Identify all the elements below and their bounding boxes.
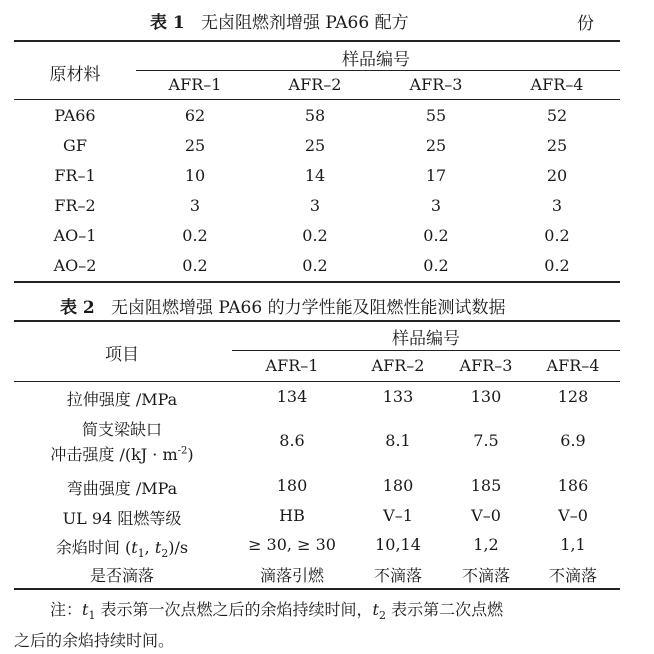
- table2-row-label: UL 94 阻燃等级: [62, 509, 182, 528]
- t-symbol: t: [131, 538, 138, 557]
- table1-cell: 3: [189, 196, 201, 215]
- table2-cell: 10,14: [375, 535, 421, 554]
- table1-cell: 0.2: [544, 256, 570, 275]
- table2-cell: 186: [557, 476, 589, 495]
- table2-group-rule: [232, 350, 620, 351]
- table1-caption-number: 表 1: [150, 13, 185, 33]
- table1-cell: 0.2: [182, 226, 208, 245]
- table1-cell: 25: [546, 136, 568, 155]
- table1-unit: 份: [577, 14, 594, 34]
- table2-cell: 不滴落: [461, 566, 511, 585]
- t-symbol: t: [82, 600, 89, 619]
- table1-cell: 62: [184, 106, 206, 125]
- table2-cell: 133: [382, 387, 414, 406]
- table2-col-header: AFR–1: [265, 356, 319, 375]
- table2-col-header: AFR–2: [371, 356, 425, 375]
- table2-cell: V–0: [558, 506, 588, 525]
- subscript: 1: [137, 547, 145, 561]
- label-close-paren: ): [187, 445, 194, 464]
- note-text: 表示第一次点燃之后的余焰持续时间，: [95, 600, 373, 619]
- table1-group-rule: [136, 70, 620, 71]
- table1-cell: 0.2: [544, 226, 570, 245]
- table2-cell: 1,1: [560, 535, 586, 554]
- table1-cell: 0.2: [423, 226, 449, 245]
- table2-cell: 不滴落: [548, 566, 598, 585]
- table2-caption: [60, 293, 506, 318]
- table2-row-label: 拉伸强度 /MPa: [66, 390, 178, 409]
- table2-cell: ≥ 30, ≥ 30: [248, 535, 336, 554]
- comma: ,: [144, 538, 155, 557]
- table2-cell: 7.5: [473, 431, 499, 450]
- table2-cell: 185: [470, 476, 502, 495]
- table2-cell: V–0: [471, 506, 501, 525]
- table2-cell: 180: [382, 476, 414, 495]
- table1-cell: 25: [184, 136, 206, 155]
- table1-cell: 17: [425, 166, 447, 185]
- table2-cell: 8.1: [385, 431, 411, 450]
- table1-cell: 25: [425, 136, 447, 155]
- t-symbol: t: [154, 538, 162, 557]
- table1-row-label: FR–2: [54, 196, 96, 215]
- table1-cell: 52: [546, 106, 568, 125]
- table1-row-label: GF: [63, 136, 87, 155]
- table2-cell: 1,2: [473, 535, 499, 554]
- table1-col-header: AFR–3: [409, 75, 463, 94]
- table2-cell: 8.6: [279, 431, 305, 450]
- table2-cell: 滴落引燃: [259, 566, 325, 585]
- table2-cell: 128: [557, 387, 589, 406]
- table2-row-label-line2: [50, 442, 193, 465]
- table1-cell: 25: [304, 136, 326, 155]
- note-text: 表示第二次点燃: [385, 600, 504, 619]
- table2-row-label-line1: 简支梁缺口: [81, 420, 163, 439]
- label-text: )/s: [168, 538, 189, 557]
- table1-col-header: AFR–1: [168, 75, 222, 94]
- table1-cell: 10: [184, 166, 206, 185]
- table2-caption-number: 表 2: [60, 298, 95, 318]
- table2-cell: 130: [470, 387, 502, 406]
- table2-cell: HB: [279, 506, 305, 525]
- table1-row-label: FR–1: [54, 166, 96, 185]
- table2-cell: 不滴落: [373, 566, 423, 585]
- table1-row-label: PA66: [54, 106, 96, 125]
- table1-bottom-rule: [14, 281, 620, 283]
- table2-row-header: 项目: [105, 345, 139, 365]
- table1-top-rule: [14, 40, 620, 42]
- table1-col-header: AFR–4: [530, 75, 584, 94]
- table1-cell: 20: [546, 166, 568, 185]
- footnote-line2: 之后的余焰持续时间。: [14, 631, 175, 650]
- table1-cell: 3: [309, 196, 321, 215]
- table2-row-label: 是否滴落: [89, 566, 155, 585]
- table2-col-header: AFR–4: [546, 356, 600, 375]
- table2-row-label: 弯曲强度 /MPa: [66, 479, 178, 498]
- table1-cell: 55: [425, 106, 447, 125]
- table2-group-header: 样品编号: [392, 329, 460, 349]
- table1-cell: 3: [551, 196, 563, 215]
- table1-group-header: 样品编号: [342, 50, 410, 70]
- table2-row-label: [56, 535, 188, 560]
- t-symbol: t: [372, 600, 379, 619]
- table1-cell: 3: [430, 196, 442, 215]
- table1-col-header: AFR–2: [288, 75, 342, 94]
- note-prefix: 注：: [50, 600, 83, 619]
- table2-cell: V–1: [383, 506, 413, 525]
- subscript: 1: [88, 609, 96, 623]
- table1-cell: 0.2: [302, 226, 328, 245]
- table2-bottom-rule: [14, 588, 620, 590]
- table1-cell: 0.2: [182, 256, 208, 275]
- table2-header-rule: [14, 381, 620, 382]
- subscript: 2: [161, 547, 169, 561]
- label-text: 余焰时间 (: [55, 538, 132, 557]
- table2-cell: 180: [276, 476, 308, 495]
- table1-header-rule: [14, 99, 620, 100]
- table1-caption: [150, 8, 409, 33]
- table1-cell: 58: [304, 106, 326, 125]
- label-superscript: -2: [177, 445, 188, 457]
- table1-row-header: 原材料: [49, 65, 101, 85]
- subscript: 2: [378, 609, 386, 623]
- table2-cell: 6.9: [560, 431, 586, 450]
- table1-cell: 0.2: [302, 256, 328, 275]
- table1-caption-text: 无卤阻燃剂增强 PA66 配方: [200, 13, 409, 33]
- table1-cell: 14: [304, 166, 326, 185]
- label-text: 冲击强度 /(kJ · m: [50, 445, 178, 464]
- table1-row-label: AO–1: [53, 226, 97, 245]
- table2-cell: 134: [276, 387, 308, 406]
- footnote-line1: [50, 597, 503, 622]
- table1-row-label: AO–2: [53, 256, 97, 275]
- table1-cell: 0.2: [423, 256, 449, 275]
- table2-caption-text: 无卤阻燃增强 PA66 的力学性能及阻燃性能测试数据: [110, 298, 506, 318]
- table2-col-header: AFR–3: [459, 356, 513, 375]
- table2-top-rule: [14, 320, 620, 322]
